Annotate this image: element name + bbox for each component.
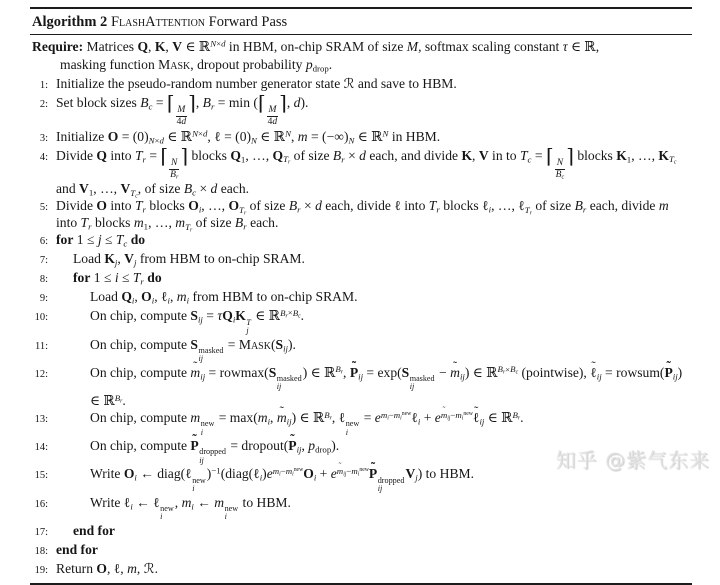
line-content: Set block sizes $B_c$ = ⌈ $\frac{M}{4d}$ ⌉, $B_r = \min$ (⌈ $\frac{M}{4d}$ ⌉, d).	[56, 93, 309, 127]
algorithm-lines	[30, 74, 692, 579]
line-content: On chip, compute m new i = $\max(m_i$, m $˜_{ij}$) ∈ ℝ$^{B_r}$, ℓ new i = $e^{m_i-m_i^{new}}\ell_i$ + $e^{m_{ij}-m_i^{new}}\ell$ $˜_{ij}$ ∈ ℝ$^{B_r}$.	[56, 409, 524, 437]
line-number: 9:	[39, 293, 48, 305]
line-number: 4:	[39, 151, 48, 163]
line-content: Write ℓ$_i$ ← ℓ new i , $m_i$ ← m new i to HBM.	[90, 494, 291, 522]
line-content: for $1 \le i \le T_r$ do	[73, 270, 162, 287]
algo-line	[30, 94, 692, 128]
algo-line	[30, 269, 692, 288]
algo-line	[30, 288, 692, 307]
line-number: 1:	[39, 80, 48, 92]
algorithm-box	[30, 7, 692, 585]
line-number: 11:	[34, 340, 48, 352]
line-number: 6:	[39, 236, 48, 248]
algo-line	[30, 307, 692, 335]
line-content: On chip, compute P ˜ dropped ij = dropout(P $˜_{ij}$, $p_{drop}$).	[56, 437, 339, 465]
algo-line	[30, 522, 692, 541]
line-number: 15:	[34, 470, 48, 482]
line-number: 19:	[34, 564, 48, 576]
line-number: 16:	[34, 498, 48, 510]
line-number: 5:	[39, 202, 48, 214]
line-number: 8:	[39, 274, 48, 286]
require-line-2: masking function Mask, dropout probability $p_{drop}$.	[60, 56, 333, 74]
line-number: 18:	[34, 545, 48, 557]
line-content: Initialize $O = (0)_{N\times d}$ ∈ ℝ$^{N\times d}$, ℓ = $(0)_N$ ∈ ℝ$^N$, $m = (-\infty)_N$ ∈ ℝ$^N$ in HBM.	[56, 128, 441, 146]
algo-line	[30, 494, 692, 522]
line-number: 17:	[34, 526, 48, 538]
line-number: 2:	[39, 99, 48, 111]
line-content: Divide O into $T_r$ blocks $O_i$, …, $O_{T_r}$ of size $B_r \times d$ each, divide ℓ into $T_r$ blocks ℓ$_i$, …, ℓ$_{T_r}$ of size $B_r$ each, divide m into $T_r$ blocks $m_1$, …, $m_{T_r}$ of size $B_r$ each.	[56, 198, 669, 234]
require-line-1: Require: Matrices Q, K, V ∈ ℝ$^{N\times d}$ in HBM, on-chip SRAM of size M, softmax scaling constant τ ∈ ℝ,	[32, 38, 600, 54]
line-content: end for	[56, 541, 98, 557]
line-content: end for	[73, 522, 115, 538]
line-content: Load $Q_i$, $O_i$, ℓ$_i$, $m_i$ from HBM to on-chip SRAM.	[90, 289, 358, 306]
line-content: Write $O_i$ ← diag(ℓ new i )$^{-1}(diag(\ell_i)e^{m_i-m_i^{new}}O_i + e^{m_{ij}-m_i^{new}}P$ ˜ dropped ij $V_j$) to HBM.	[56, 465, 474, 493]
algo-line	[30, 560, 692, 579]
line-number: 7:	[39, 255, 48, 267]
line-content: On chip, compute S masked ij = $Mask(S_{ij})$.	[90, 336, 296, 364]
line-content: On chip, compute m $˜_{ij} = rowmax(S$ masked ij ) ∈ ℝ$^{B_r}$, P $˜_{ij} = \exp(S$ masked ij − m $˜_{ij}$) ∈ ℝ$^{B_r\times B_c}$ (pointwise), ℓ $˜_{ij}$ = rowsum(P $˜_{ij}$) ∈ ℝ$^{B_r}$.	[56, 364, 692, 409]
line-content: for $1 \le j \le T_c$ do	[56, 232, 146, 249]
line-content: Return O, ℓ, m, ℛ.	[56, 560, 158, 576]
algo-line	[30, 128, 692, 147]
line-number: 12:	[34, 368, 48, 380]
algo-line	[30, 75, 692, 94]
algorithm-title: Algorithm 2 FlashAttention Forward Pass	[32, 14, 288, 30]
line-number: 3:	[39, 132, 48, 144]
line-number: 13:	[34, 414, 48, 426]
algo-line	[30, 409, 692, 437]
algo-line	[30, 197, 692, 234]
line-number: 10:	[34, 312, 48, 324]
algo-line	[30, 541, 692, 560]
algo-line	[30, 147, 692, 198]
watermark: 知乎 @紫气东来	[555, 448, 710, 472]
algo-line	[30, 231, 692, 250]
line-content: Initialize the pseudo-random number generator state ℛ and save to HBM.	[56, 76, 457, 92]
line-content: Load $K_j$, $V_j$ from HBM to on-chip SRAM.	[73, 251, 305, 268]
line-content: On chip, compute $S_{ij} = \tau Q_iK$ T j ∈ ℝ$^{B_r\times B_c}$.	[90, 308, 305, 336]
require-block	[30, 35, 692, 74]
line-content: Divide Q into $T_r$ = ⌈ $\frac{N}{B_r}$ ⌉ blocks $Q_1$, …, $Q_{T_r}$ of size $B_r \times d$ each, and divide K, V in to $T_c$ = ⌈ $\frac{N}{B_c}$ ⌉ blocks $K_1$, …, $K_{T_c}$ and $V_1$, …, $V_{T_c}$, of size $B_c \times d$ each.	[56, 145, 677, 200]
algo-line	[30, 250, 692, 269]
algo-line	[30, 364, 692, 409]
line-number: 14:	[34, 442, 48, 454]
